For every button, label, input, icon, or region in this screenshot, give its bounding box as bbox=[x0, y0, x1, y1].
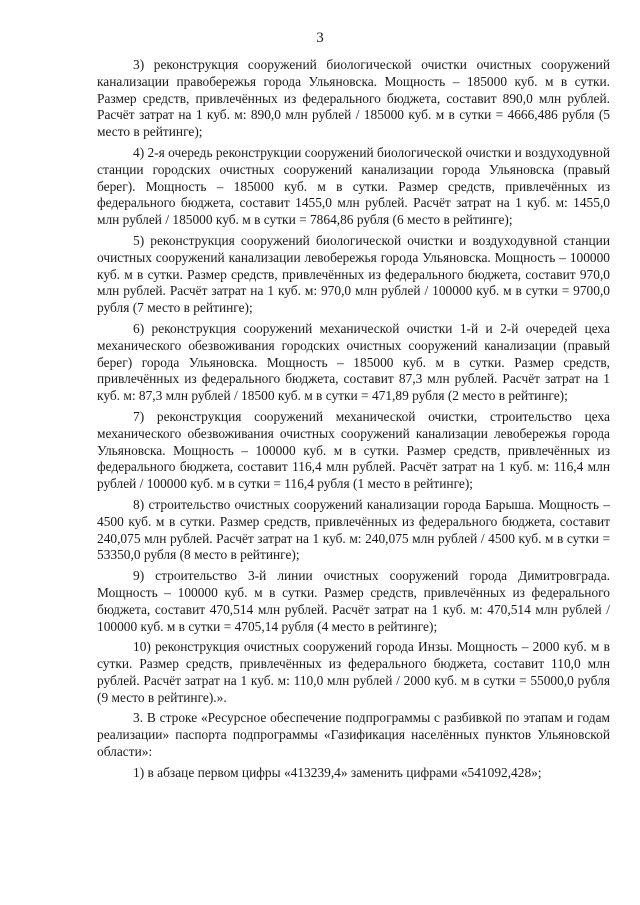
paragraph-item-7: 7) реконструкция сооружений механической очистки, строительство цеха механического обезвоживания очистных сооружений канализации левобережья города Ульяновска. Мощность – 100000 куб. м в сутки. Размер средств, привлечённых из федерального бюджета, составит 116,4 млн рублей. Расчёт затрат на 1 куб. м: 116,4 млн рублей / 100000 куб. м в сутки = 116,4 рубля (1 место в рейтинге); bbox=[97, 408, 610, 492]
paragraph-subitem-1: 1) в абзаце первом цифры «413239,4» заменить цифрами «541092,428»; bbox=[133, 764, 542, 780]
paragraph-item-8: 8) строительство очистных сооружений канализации города Барыша. Мощность – 4500 куб. м в сутки. Размер средств, привлечённых из федерального бюджета, составит 240,075 млн рублей. Расчёт затрат на 1 куб. м: 240,075 млн рублей / 4500 куб. м в сутки = 53350,0 рубля (8 место в рейтинге); bbox=[97, 496, 610, 563]
paragraph-item-9: 9) строительство 3-й линии очистных сооружений города Димитровграда. Мощность – 100000 куб. м в сутки. Размер средств, привлечённых из федерального бюджета, составит 470,514 млн рублей. Расчёт затрат на 1 куб. м: 470,514 млн рублей / 100000 куб. м в сутки = 4705,14 рубля (4 место в рейтинге); bbox=[97, 568, 610, 634]
document-body bbox=[97, 57, 610, 782]
page-number: 3 bbox=[316, 30, 324, 46]
paragraph-section-3: 3. В строке «Ресурсное обеспечение подпрограммы с разбивкой по этапам и годам реализации» паспорта подпрограммы «Газификация населённых пунктов Ульяновской области»: bbox=[97, 710, 610, 760]
paragraph-item-5: 5) реконструкция сооружений биологической очистки и воздуходувной станции очистных сооружений канализации левобережья города Ульяновска. Мощность – 100000 куб. м в сутки. Размер средств, привлечённых из федерального бюджета, составит 970,0 млн рублей. Расчёт затрат на 1 куб. м: 970,0 млн рублей / 100000 куб. м в сутки = 9700,0 рубля (7 место в рейтинге); bbox=[97, 232, 610, 316]
paragraph-item-4: 4) 2-я очередь реконструкции сооружений биологической очистки и воздуходувной станции городских очистных сооружений канализации города Ульяновска (правый берег). Мощность – 185000 куб. м в сутки. Размер средств, привлечённых из федерального бюджета, составит 1455,0 млн рублей. Расчёт затрат на 1 куб. м: 1455,0 млн рублей / 185000 куб. м в сутки = 7864,86 рубля (6 место в рейтинге); bbox=[97, 144, 610, 228]
paragraph-item-6: 6) реконструкция сооружений механической очистки 1-й и 2-й очередей цеха механического обезвоживания городских очистных сооружений канализации (правый берег) города Ульяновска. Мощность – 185000 куб. м в сутки. Размер средств, привлечённых из федерального бюджета, составит 87,3 млн рублей. Расчёт затрат на 1 куб. м: 87,3 млн рублей / 18500 куб. м в сутки = 471,89 рубля (2 место в рейтинге); bbox=[97, 320, 610, 404]
paragraph-item-3: 3) реконструкция сооружений биологической очистки очистных сооружений канализации правобережья города Ульяновска. Мощность – 185000 куб. м в сутки. Размер средств, привлечённых из федерального бюджета, составит 890,0 млн рублей. Расчёт затрат на 1 куб. м: 890,0 млн рублей / 185000 куб. м в сутки = 4666,486 рубля (5 место в рейтинге); bbox=[97, 57, 610, 140]
paragraph-item-10: 10) реконструкция очистных сооружений города Инзы. Мощность – 2000 куб. м в сутки. Размер средств, привлечённых из федерального бюджета, составит 110,0 млн рублей. Расчёт затрат на 1 куб. м: 110,0 млн рублей / 2000 куб. м в сутки = 55000,0 рубля (9 место в рейтинге).». bbox=[97, 639, 610, 705]
